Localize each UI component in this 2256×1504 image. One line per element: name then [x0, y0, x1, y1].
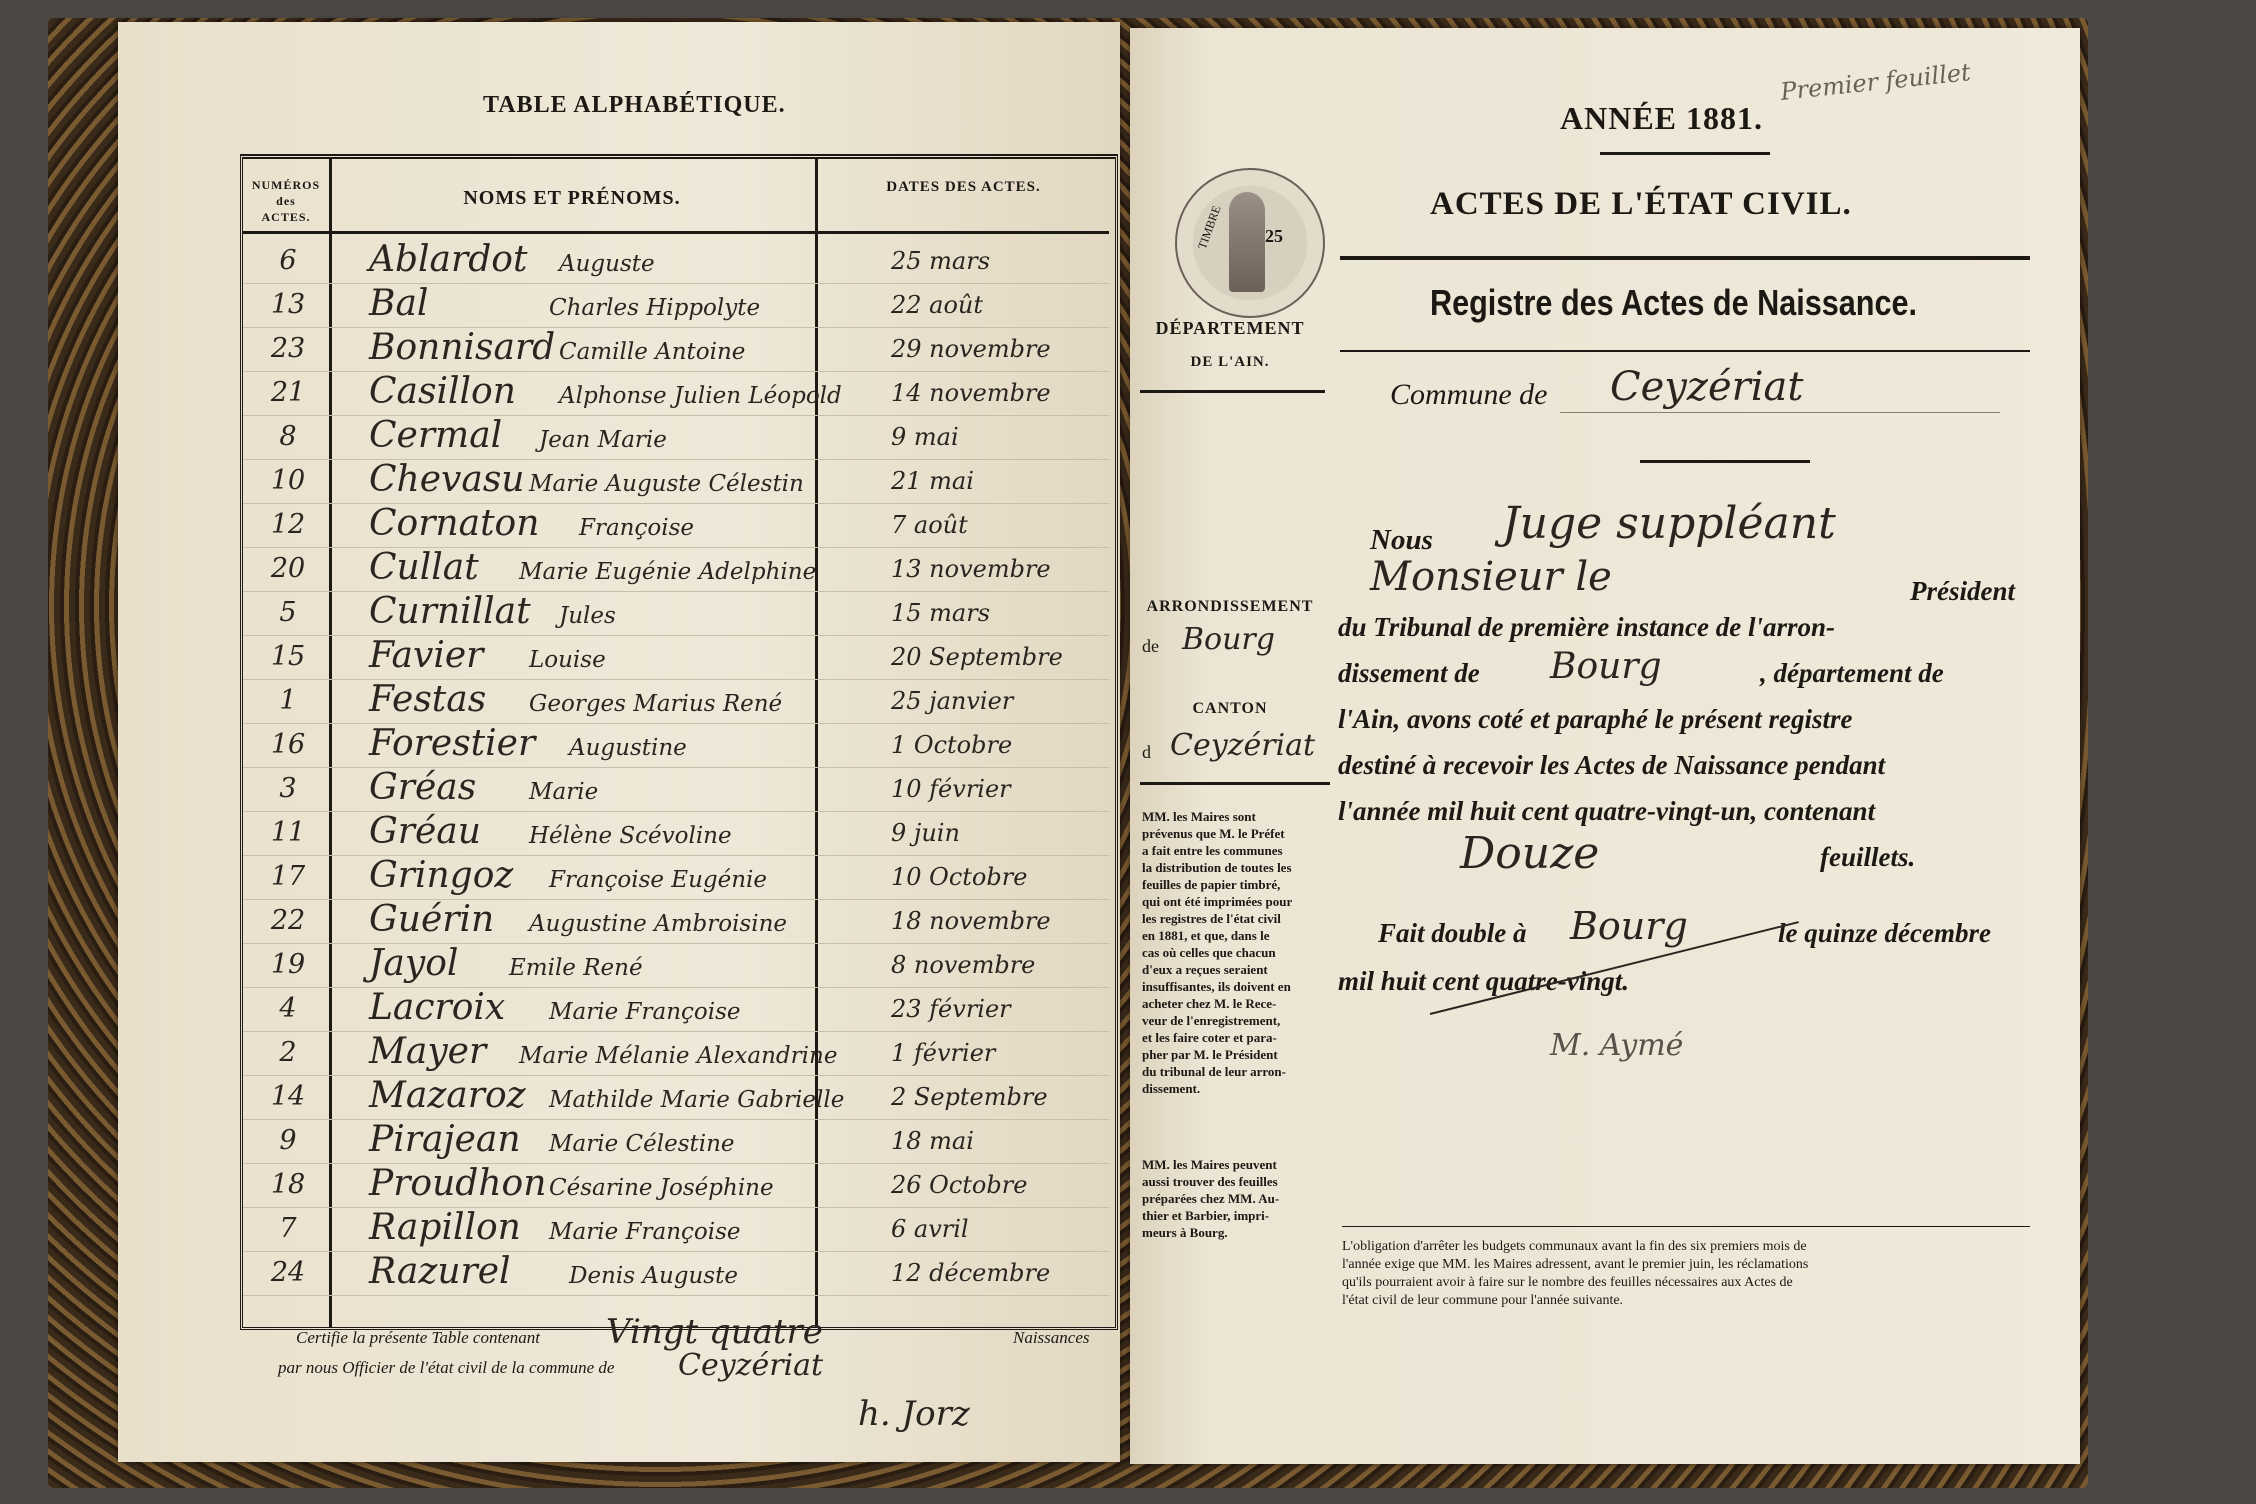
notice-line: aussi trouver des feuilles: [1142, 1174, 1278, 1189]
notice-line: MM. les Maires peuvent: [1142, 1157, 1277, 1172]
entry-number: 22: [270, 905, 306, 936]
entry-surname: Razurel: [369, 1251, 511, 1292]
entry-surname: Pirajean: [369, 1119, 521, 1160]
table-row: [243, 945, 1109, 987]
entry-surname: Cermal: [369, 415, 503, 456]
stamp-text: TIMBRE: [1194, 203, 1224, 252]
certify-line2: par nous Officier de l'état civil de la commune de: [278, 1358, 615, 1377]
entry-number: 21: [270, 377, 306, 408]
entry-number: 14: [270, 1081, 306, 1112]
entry-number: 5: [279, 597, 297, 628]
entry-number: 13: [270, 289, 306, 320]
certify-count: Vingt quatre: [606, 1312, 823, 1352]
body-line-3: l'Ain, avons coté et paraphé le présent registre: [1338, 704, 1853, 734]
entry-date: 6 avril: [891, 1215, 969, 1243]
entry-number: 10: [270, 465, 306, 496]
canton-rule: [1140, 782, 1330, 785]
entry-number: 15: [270, 641, 306, 672]
departement-label: DÉPARTEMENT: [1155, 318, 1305, 338]
entry-number: 9: [279, 1125, 297, 1156]
entry-given-names: Jules: [559, 603, 616, 629]
header-rule: [243, 231, 1109, 234]
notice-line: en 1881, et que, dans le: [1142, 928, 1270, 943]
notice-line: veur de l'enregistrement,: [1142, 1013, 1281, 1028]
entry-surname: Favier: [369, 635, 484, 676]
certify-end: Naissances: [1013, 1328, 1090, 1347]
entry-surname: Rapillon: [369, 1207, 521, 1248]
register-title: Registre des Actes de Naissance.: [1430, 282, 1918, 323]
entry-surname: Cornaton: [369, 503, 540, 544]
commune-label: Commune de: [1390, 378, 1548, 411]
table-row: [243, 417, 1109, 459]
table-row: [243, 1121, 1109, 1163]
entry-given-names: Louise: [529, 647, 606, 673]
entry-given-names: Augustine Ambroisine: [529, 911, 788, 937]
entry-given-names: Césarine Joséphine: [549, 1175, 774, 1201]
entry-given-names: Alphonse Julien Léopold: [559, 383, 842, 409]
entry-date: 20 Septembre: [891, 643, 1063, 671]
table-row: [243, 373, 1109, 415]
footer-notice: [1342, 1238, 2042, 1310]
index-title: TABLE ALPHABÉTIQUE.: [483, 92, 786, 118]
commune-line: [1560, 412, 2000, 413]
entry-date: 2 Septembre: [891, 1083, 1048, 1111]
entry-surname: Guérin: [369, 899, 495, 940]
notice-line: et les faire coter et para-: [1142, 1030, 1277, 1045]
entry-surname: Curnillat: [369, 591, 531, 632]
entry-given-names: Jean Marie: [539, 427, 667, 453]
notice-line: du tribunal de leur arron-: [1142, 1064, 1286, 1079]
notice-line: d'eux a reçues seraient: [1142, 962, 1268, 977]
entry-number: 2: [279, 1037, 297, 1068]
table-row: [243, 241, 1109, 283]
fait-line-1b: le quinze décembre: [1778, 918, 1991, 948]
notice-line: MM. les Maires sont: [1142, 809, 1256, 824]
col-header-num: [243, 177, 329, 225]
entry-given-names: Françoise Eugénie: [549, 867, 768, 893]
entry-date: 29 novembre: [891, 335, 1051, 363]
table-row: [243, 593, 1109, 635]
table-row: [243, 857, 1109, 899]
stamp-value: 25: [1265, 226, 1283, 246]
entry-number: 24: [270, 1257, 306, 1288]
col-header-dates: DATES DES ACTES.: [886, 179, 1041, 195]
entry-number: 16: [270, 729, 306, 760]
notice-line: a fait entre les communes: [1142, 843, 1283, 858]
footer-line: l'année exige que MM. les Maires adressent, avant le premier juin, les réclamations: [1342, 1257, 1809, 1272]
footer-line: qu'ils pourraient avoir à faire sur le nombre des feuilles nécessaires aux Actes de: [1342, 1275, 1793, 1290]
entry-surname: Lacroix: [369, 987, 506, 1028]
entry-given-names: Françoise: [579, 515, 694, 541]
entry-given-names: Marie: [529, 779, 599, 805]
notice-line: meurs à Bourg.: [1142, 1225, 1228, 1240]
index-table: [240, 154, 1118, 1330]
table-row: [243, 681, 1109, 723]
table-row: [243, 989, 1109, 1031]
entry-number: 6: [279, 245, 297, 276]
entry-date: 25 mars: [891, 247, 991, 275]
canton-d: d: [1142, 742, 1151, 762]
entry-number: 20: [270, 553, 306, 584]
notice-line: préparées chez MM. Au-: [1142, 1191, 1280, 1206]
entry-date: 1 février: [891, 1039, 996, 1067]
entry-given-names: Augustine: [569, 735, 687, 761]
acts-heading: ACTES DE L'ÉTAT CIVIL.: [1430, 186, 1852, 222]
entry-surname: Forestier: [369, 723, 536, 764]
entry-surname: Bonnisard: [369, 327, 556, 368]
year-heading: ANNÉE 1881.: [1560, 100, 1764, 136]
col-header-names: NOMS ET PRÉNOMS.: [463, 187, 681, 209]
entry-surname: Gréau: [369, 811, 481, 852]
footer-line: L'obligation d'arrêter les budgets communaux avant la fin des six premiers mois de: [1342, 1239, 1807, 1254]
notice-line: la distribution de toutes les: [1142, 860, 1292, 875]
entry-date: 23 février: [891, 995, 1011, 1023]
entry-surname: Proudhon: [369, 1163, 547, 1204]
figure-icon: [1229, 192, 1265, 292]
entry-given-names: Marie Françoise: [549, 999, 741, 1025]
entry-number: 1: [279, 685, 297, 716]
entry-given-names: Mathilde Marie Gabrielle: [549, 1087, 845, 1113]
entry-date: 1 Octobre: [891, 731, 1013, 759]
entry-given-names: Hélène Scévoline: [529, 823, 732, 849]
table-row: [243, 813, 1109, 855]
notice-line: dissement.: [1142, 1081, 1201, 1096]
entry-date: 9 mai: [891, 423, 959, 451]
entry-given-names: Marie Auguste Célestin: [529, 471, 804, 497]
table-row: [243, 461, 1109, 503]
notice-line: prévenus que M. le Préfet: [1142, 826, 1285, 841]
entry-date: 10 février: [891, 775, 1011, 803]
entry-date: 25 janvier: [891, 687, 1014, 715]
body-line-4: destiné à recevoir les Actes de Naissance pendant: [1338, 750, 1886, 780]
signature: h. Jorz: [858, 1394, 970, 1434]
entry-number: 17: [270, 861, 306, 892]
heading-rule: [1340, 256, 2030, 260]
fait-line-1-hand: Bourg: [1570, 904, 1688, 948]
nous-label: Nous: [1370, 524, 1433, 556]
entry-surname: Mayer: [369, 1031, 487, 1072]
margin-note: Premier feuillet: [1779, 58, 1972, 106]
entry-surname: Gréas: [369, 767, 477, 808]
entry-given-names: Charles Hippolyte: [549, 295, 761, 321]
body-line-1: du Tribunal de première instance de l'arron-: [1338, 612, 1836, 642]
notice-line: feuilles de papier timbré,: [1142, 877, 1281, 892]
table-row: [243, 1209, 1109, 1251]
notice-line: thier et Barbier, impri-: [1142, 1208, 1270, 1223]
table-row: [243, 505, 1109, 547]
table-row: [243, 1077, 1109, 1119]
table-row: [243, 1165, 1109, 1207]
body-line-6-hand: Douze: [1460, 828, 1600, 879]
departement-ain: DE L'AIN.: [1190, 354, 1270, 370]
ruled-line: [243, 1295, 1109, 1296]
nous-name-2: Monsieur le: [1370, 554, 1612, 600]
entry-surname: Bal: [369, 283, 429, 324]
entry-date: 22 août: [891, 291, 984, 319]
entry-surname: Casillon: [369, 371, 516, 412]
entry-surname: Chevasu: [369, 459, 525, 500]
entry-number: 12: [270, 509, 306, 540]
col-header-num-1: NUMÉROS: [251, 178, 321, 192]
table-row: [243, 1253, 1109, 1295]
entry-date: 9 juin: [891, 819, 960, 847]
entry-date: 14 novembre: [891, 379, 1051, 407]
body-line-5: l'année mil huit cent quatre-vingt-un, contenant: [1338, 796, 1876, 826]
col-header-num-2: des: [276, 194, 296, 208]
arrondissement-de: de: [1142, 636, 1159, 656]
entry-date: 8 novembre: [891, 951, 1036, 979]
notice-line: cas où celles que chacun: [1142, 945, 1276, 960]
entry-date: 18 mai: [891, 1127, 974, 1155]
entry-given-names: Marie Françoise: [549, 1219, 741, 1245]
table-row: [243, 901, 1109, 943]
table-row: [243, 1033, 1109, 1075]
nous-name: Juge suppléant: [1502, 498, 1836, 549]
entry-surname: Cullat: [369, 547, 479, 588]
entry-given-names: Marie Eugénie Adelphine: [519, 559, 817, 585]
entry-given-names: Emile René: [509, 955, 643, 981]
ornament-rule: [1600, 152, 1770, 155]
entry-number: 18: [270, 1169, 306, 1200]
president-label: Président: [1910, 576, 2015, 606]
tax-stamp-icon: [1175, 168, 1325, 318]
entry-date: 12 décembre: [891, 1259, 1051, 1287]
entry-number: 3: [279, 773, 297, 804]
right-page: [1130, 28, 2080, 1464]
table-row: [243, 769, 1109, 811]
fait-line-2: mil huit cent quatre-vingt.: [1338, 966, 1630, 996]
ornament-rule-2: [1640, 460, 1810, 463]
entry-number: 19: [270, 949, 306, 980]
fait-line-1a: Fait double à: [1378, 918, 1527, 948]
entry-given-names: Camille Antoine: [559, 339, 746, 365]
entry-date: 7 août: [891, 511, 968, 539]
notice-line: acheter chez M. le Rece-: [1142, 996, 1277, 1011]
entry-number: 11: [270, 817, 306, 848]
entry-surname: Mazaroz: [369, 1075, 526, 1116]
entry-date: 26 Octobre: [891, 1171, 1028, 1199]
entry-given-names: Georges Marius René: [529, 691, 783, 717]
table-row: [243, 637, 1109, 679]
canton-label: CANTON: [1192, 700, 1268, 717]
table-row: [243, 329, 1109, 371]
entry-number: 7: [279, 1213, 297, 1244]
notice-line: pher par M. le Président: [1142, 1047, 1278, 1062]
arrondissement-value: Bourg: [1182, 622, 1275, 657]
body-line-2-hand: Bourg: [1550, 646, 1662, 687]
body-line-2a: dissement de: [1338, 658, 1480, 688]
entry-surname: Festas: [369, 679, 487, 720]
entry-date: 21 mai: [891, 467, 974, 495]
notice-line: insuffisantes, ils doivent en: [1142, 979, 1291, 994]
entry-given-names: Marie Célestine: [549, 1131, 735, 1157]
register-rule: [1340, 350, 2030, 352]
entry-number: 4: [279, 993, 297, 1024]
entry-date: 15 mars: [891, 599, 991, 627]
entry-surname: Gringoz: [369, 855, 514, 896]
entry-surname: Ablardot: [369, 239, 528, 280]
body-line-6: feuillets.: [1820, 842, 1916, 872]
table-row: [243, 285, 1109, 327]
entry-given-names: Auguste: [559, 251, 655, 277]
notice-prefect: [1142, 808, 1338, 1097]
entry-date: 13 novembre: [891, 555, 1051, 583]
left-page: [118, 22, 1120, 1462]
certify-line1: Certifie la présente Table contenant: [296, 1328, 540, 1347]
entry-date: 18 novembre: [891, 907, 1051, 935]
table-row: [243, 725, 1109, 767]
entry-date: 10 Octobre: [891, 863, 1028, 891]
notice-printers: [1142, 1156, 1338, 1241]
footer-rule: [1342, 1226, 2030, 1227]
notice-line: qui ont été imprimées pour: [1142, 894, 1293, 909]
entry-surname: Jayol: [369, 943, 459, 984]
mayor-signature: M. Aymé: [1550, 1028, 1684, 1063]
body-line-2b: , département de: [1760, 658, 1944, 688]
footer-line: l'état civil de leur commune pour l'année suivante.: [1342, 1293, 1624, 1308]
table-body: [243, 241, 1109, 1321]
entry-given-names: Denis Auguste: [569, 1263, 738, 1289]
notice-line: les registres de l'état civil: [1142, 911, 1281, 926]
certify-commune: Ceyzériat: [678, 1348, 824, 1383]
entry-number: 23: [270, 333, 306, 364]
arrondissement-label: ARRONDISSEMENT: [1146, 598, 1314, 615]
canton-value: Ceyzériat: [1170, 728, 1316, 763]
entry-given-names: Marie Mélanie Alexandrine: [519, 1043, 838, 1069]
table-row: [243, 549, 1109, 591]
left-col-rule: [1140, 390, 1325, 393]
commune-value: Ceyzériat: [1610, 364, 1804, 410]
col-header-num-3: ACTES.: [261, 210, 311, 224]
entry-number: 8: [279, 421, 297, 452]
